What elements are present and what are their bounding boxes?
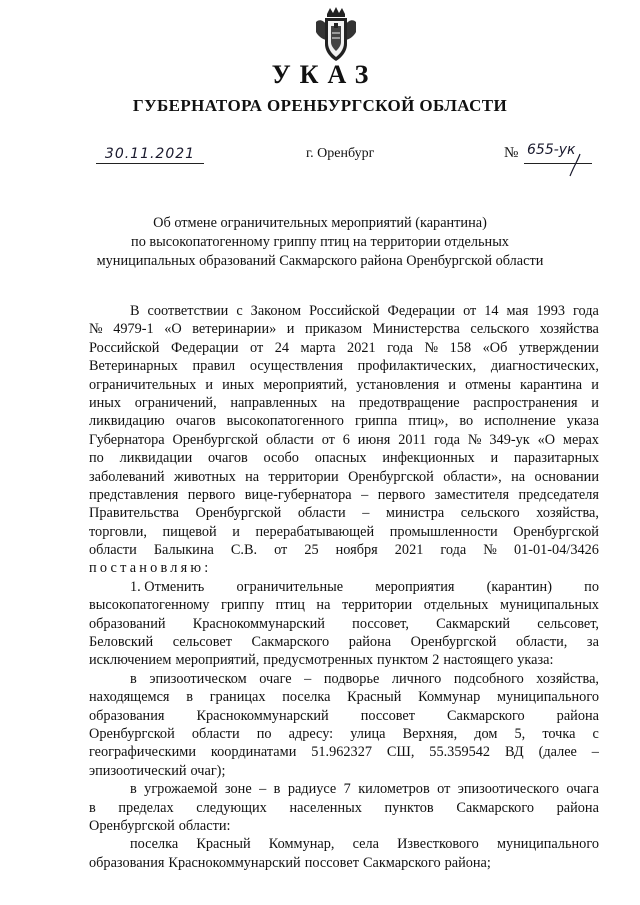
word: области	[191, 725, 240, 742]
word: мероприятий,	[263, 376, 348, 393]
body-line	[89, 449, 599, 467]
word: 25	[304, 542, 319, 559]
word: –	[361, 486, 369, 503]
word: июня	[357, 431, 391, 448]
word: на	[245, 468, 260, 485]
word: Федерации	[387, 303, 456, 319]
word: «Об	[482, 339, 508, 356]
decree-city: г. Оренбург	[306, 146, 375, 161]
word: животных	[173, 468, 236, 485]
word: пределах	[118, 799, 174, 816]
word: Оренбургской	[89, 725, 175, 742]
word: 2011	[398, 431, 427, 448]
word: сельского	[470, 321, 530, 338]
word: области:	[178, 817, 231, 834]
word: первого	[377, 486, 426, 503]
word: приказом	[304, 321, 362, 338]
word: области	[89, 542, 137, 559]
word: в	[273, 781, 281, 798]
word: с	[592, 725, 599, 742]
word: направленных	[230, 394, 318, 411]
word: 2021	[347, 339, 376, 356]
body-line	[89, 504, 599, 522]
word: Ветеринарных	[89, 358, 178, 375]
word: года	[440, 542, 467, 559]
word: гриппу	[221, 597, 265, 614]
word: мерах	[562, 431, 599, 448]
word: муниципальных	[499, 597, 599, 614]
word: во	[459, 413, 474, 430]
word: первого	[187, 486, 236, 503]
body-line	[89, 541, 599, 559]
word: угрожаемой	[144, 781, 218, 798]
word: области	[297, 505, 346, 522]
word: 4979-1	[113, 321, 154, 338]
word: Оренбургской	[513, 523, 599, 540]
word: Оренбургской	[195, 505, 282, 522]
word: высокопатогенного	[226, 413, 344, 430]
word: границах	[209, 689, 266, 706]
word: торговли,	[89, 523, 147, 540]
word: –	[259, 781, 267, 798]
word: Сакмарского	[251, 634, 330, 651]
body-line	[89, 302, 599, 320]
word: СШ,	[386, 744, 415, 761]
word: (карантин)	[486, 578, 552, 595]
decree-number: 655-ук	[527, 142, 576, 158]
word: по	[89, 450, 104, 467]
subject-line: Об отмене ограничительных мероприятий (карантина)	[153, 215, 487, 231]
word: находящемся	[89, 689, 170, 706]
word: представления	[89, 486, 179, 503]
word: опасных	[314, 450, 367, 467]
word: утверждении	[518, 339, 599, 356]
word: Сакмарского	[362, 854, 441, 871]
word: в	[130, 781, 137, 798]
body-line	[89, 633, 599, 651]
word: от	[250, 339, 264, 356]
word: радиусе	[287, 781, 337, 798]
word: ликвидацию	[89, 413, 165, 430]
body-line	[89, 688, 599, 706]
word: улица	[350, 725, 386, 742]
word: осуществления	[249, 358, 343, 375]
word: министра	[385, 505, 445, 522]
word: Оренбургской	[89, 817, 175, 834]
word: сельсовет	[172, 634, 232, 651]
word: по	[256, 725, 272, 742]
word: в	[130, 670, 137, 687]
word: эпизоотического	[457, 781, 560, 798]
word: поселка	[282, 689, 331, 706]
word: поссовет,	[352, 615, 409, 632]
word: и	[286, 321, 295, 338]
word: района;	[444, 854, 491, 871]
word: отмены	[465, 376, 511, 393]
word: координатами	[210, 744, 297, 761]
word: года	[572, 303, 599, 319]
word: ВД	[504, 744, 524, 761]
word: основании	[534, 468, 599, 485]
word: Министерства	[372, 321, 460, 338]
word: на	[511, 468, 526, 485]
word: установления	[356, 376, 440, 393]
word: Оренбургской	[348, 468, 434, 485]
word: иных	[89, 394, 122, 411]
body-line	[89, 559, 599, 577]
body-line	[89, 596, 599, 614]
word: паразитарных	[513, 450, 599, 467]
word: Законом	[250, 303, 302, 319]
word: исполнение	[484, 413, 556, 430]
word: 6	[342, 431, 350, 448]
word: марта	[300, 339, 336, 356]
word: очага	[566, 781, 599, 798]
word: очаге	[259, 670, 292, 687]
word: точка	[542, 725, 576, 742]
word: Верхняя,	[402, 725, 458, 742]
word: области,	[515, 634, 568, 651]
word: километров	[358, 781, 430, 798]
word: 55.359542	[429, 744, 491, 761]
word: населенных	[289, 799, 362, 816]
word: пунктов	[384, 799, 434, 816]
word: и	[591, 394, 599, 411]
body-line	[89, 707, 599, 725]
word: Краснокоммунарский	[196, 707, 329, 724]
subject-line: по высокопатогенному гриппу птиц на территории отдельных	[131, 234, 509, 250]
word: личного	[391, 670, 442, 687]
body-line	[89, 817, 599, 835]
word: дом	[474, 725, 498, 742]
word: года	[387, 339, 414, 356]
word: председателя	[518, 486, 599, 503]
word: 01-01-04/3426	[513, 542, 599, 559]
word: в	[89, 799, 96, 816]
word: Губернатора	[89, 431, 165, 448]
word: –	[304, 670, 312, 687]
word: эпизоотическом	[149, 670, 247, 687]
word: птиц	[275, 597, 305, 614]
word: области	[266, 431, 314, 448]
word: сельсовет,	[537, 615, 599, 632]
word: исключением	[89, 652, 172, 669]
body-line	[89, 523, 599, 541]
body-line	[89, 725, 599, 743]
body-line	[89, 376, 599, 394]
word: Балыкина	[153, 542, 214, 559]
word: карантина	[520, 376, 583, 393]
body-line	[89, 578, 599, 596]
word: отдельных	[423, 597, 489, 614]
word: территории	[341, 597, 413, 614]
word: 158	[449, 339, 472, 356]
word: №	[424, 339, 439, 356]
date-underline	[96, 163, 204, 164]
word: настоящего	[443, 652, 514, 669]
word: №	[89, 321, 103, 338]
word: мероприятия	[375, 578, 455, 595]
body-line	[89, 835, 599, 853]
decree-subject	[60, 214, 580, 271]
word: перерабатывающей	[255, 523, 375, 540]
word: Сакмарский	[436, 615, 511, 632]
word: указа:	[517, 652, 554, 669]
word: 51.962327	[311, 744, 372, 761]
word: от	[437, 781, 451, 798]
word: 349-ук	[489, 431, 530, 448]
body-line	[89, 394, 599, 412]
word: Коммунар	[418, 689, 481, 706]
word: района	[556, 799, 599, 816]
word: –	[362, 505, 370, 522]
word: указа	[566, 413, 599, 430]
word: промышленности	[389, 523, 498, 540]
word: 2021	[394, 542, 424, 559]
word: на	[331, 394, 346, 411]
body-line	[89, 468, 599, 486]
word: В	[130, 303, 140, 319]
word: образования	[89, 854, 165, 871]
word: 2	[432, 652, 440, 669]
word: Сакмарского	[447, 707, 525, 724]
body-line	[89, 431, 599, 449]
word: Краснокоммунарский	[168, 854, 301, 871]
word: профилактических,	[357, 358, 477, 375]
word: Красный	[347, 689, 402, 706]
decree-authority: ГУБЕРНАТОРА ОРЕНБУРГСКОЙ ОБЛАСТИ	[132, 96, 508, 115]
word: ноября	[335, 542, 378, 559]
word: распространения	[473, 394, 578, 411]
body-line	[89, 651, 599, 669]
word: географическими	[89, 744, 196, 761]
word: правил	[192, 358, 236, 375]
word: заместителя	[434, 486, 510, 503]
word: хозяйства	[539, 321, 599, 338]
body-line	[89, 320, 599, 338]
word: поссовет	[360, 707, 415, 724]
coat-of-arms-icon	[313, 6, 359, 62]
word: от	[463, 303, 477, 319]
word: следующих	[196, 799, 267, 816]
word: адресу:	[288, 725, 334, 742]
word: особо	[263, 450, 299, 467]
word: мая	[506, 303, 529, 319]
word: высокопатогенному	[89, 597, 210, 614]
word: на	[316, 597, 331, 614]
word: №	[483, 542, 497, 559]
word: птиц»,	[408, 413, 449, 430]
word: мероприятий,	[175, 652, 260, 669]
body-line	[89, 615, 599, 633]
word: подворье	[323, 670, 380, 687]
word: вице-губернатора	[244, 486, 352, 503]
word: образований	[89, 615, 166, 632]
word: и	[591, 376, 599, 393]
word: ограничительные	[236, 578, 344, 595]
body-line	[89, 799, 599, 817]
body-line	[89, 357, 599, 375]
word: Краснокоммунарский	[192, 615, 325, 632]
word: «О	[537, 431, 556, 448]
word: ограничительных	[89, 376, 197, 393]
word: пищевой	[162, 523, 217, 540]
word: села	[352, 836, 379, 853]
word: с	[236, 303, 243, 319]
word: –	[591, 744, 599, 761]
word: по	[584, 578, 599, 595]
word: Оренбургской	[410, 634, 497, 651]
word: Российской	[89, 339, 160, 356]
word: 14	[484, 303, 499, 319]
handwriting-flourish-icon	[566, 152, 586, 178]
word: диагностических,	[490, 358, 599, 375]
word: и	[448, 376, 456, 393]
word: муниципального	[496, 836, 599, 853]
word: и	[205, 376, 214, 393]
word: Оренбургской	[172, 431, 259, 448]
number-label: №	[504, 145, 519, 161]
word: Известкового	[397, 836, 479, 853]
word: 7	[343, 781, 351, 798]
word: подсобного	[453, 670, 524, 687]
word: «О	[164, 321, 182, 338]
word: сельского	[460, 505, 520, 522]
word: поссовет	[304, 854, 359, 871]
word: 1993	[536, 303, 565, 319]
word: Федерации	[170, 339, 239, 356]
word: иных	[222, 376, 255, 393]
word: района	[348, 634, 392, 651]
word: гриппа	[354, 413, 398, 430]
word: года	[434, 431, 461, 448]
word: ветеринарии»	[192, 321, 277, 338]
body-line	[89, 339, 599, 357]
word: очаг);	[190, 762, 226, 779]
body-line	[89, 412, 599, 430]
word: С.В.	[230, 542, 258, 559]
word: предотвращение	[358, 394, 460, 411]
word: 5,	[514, 725, 526, 742]
body-line	[89, 670, 599, 688]
word: от	[274, 542, 288, 559]
word: очагов	[175, 413, 216, 430]
word: в	[186, 689, 193, 706]
word: района	[556, 707, 599, 724]
word: 1. Отменить	[130, 578, 205, 595]
body-line	[89, 780, 599, 798]
word: поселка	[130, 836, 179, 853]
word: Красный	[196, 836, 251, 853]
word: Коммунар,	[268, 836, 335, 853]
word: эпизоотический	[89, 762, 187, 779]
word: и	[232, 523, 240, 540]
word: инфекционных	[382, 450, 475, 467]
decree-body	[89, 302, 599, 872]
decree-date: 30.11.2021	[104, 146, 196, 162]
body-line	[89, 486, 599, 504]
subject-line: муниципальных образований Сакмарского района Оренбургской области	[96, 253, 544, 269]
word: 24	[274, 339, 290, 356]
word: территории	[268, 468, 339, 485]
word: хозяйства,	[536, 505, 599, 522]
decree-title: УКАЗ	[271, 60, 378, 89]
word: муниципального	[496, 689, 599, 706]
body-line	[89, 743, 599, 761]
word: зоне	[224, 781, 252, 798]
word: Сакмарского	[456, 799, 534, 816]
word: очагов	[208, 450, 248, 467]
word: пунктом	[377, 652, 429, 669]
word: ограничений,	[134, 394, 217, 411]
word: от	[321, 431, 335, 448]
body-line	[89, 762, 599, 780]
word: Правительства	[89, 505, 179, 522]
word: хозяйства,	[536, 670, 599, 687]
word: Российской	[309, 303, 380, 319]
word: образования	[89, 707, 165, 724]
word: за	[586, 634, 599, 651]
word: предусмотренных	[263, 652, 374, 669]
word: №	[467, 431, 482, 448]
word: соответствии	[147, 303, 229, 319]
word: постановляю:	[89, 560, 212, 577]
word: области»,	[443, 468, 502, 485]
word: заболеваний	[89, 468, 165, 485]
word: ликвидации	[119, 450, 193, 467]
word: Беловский	[89, 634, 154, 651]
word: (далее	[538, 744, 577, 761]
word: и	[490, 450, 499, 467]
body-line	[89, 854, 599, 872]
